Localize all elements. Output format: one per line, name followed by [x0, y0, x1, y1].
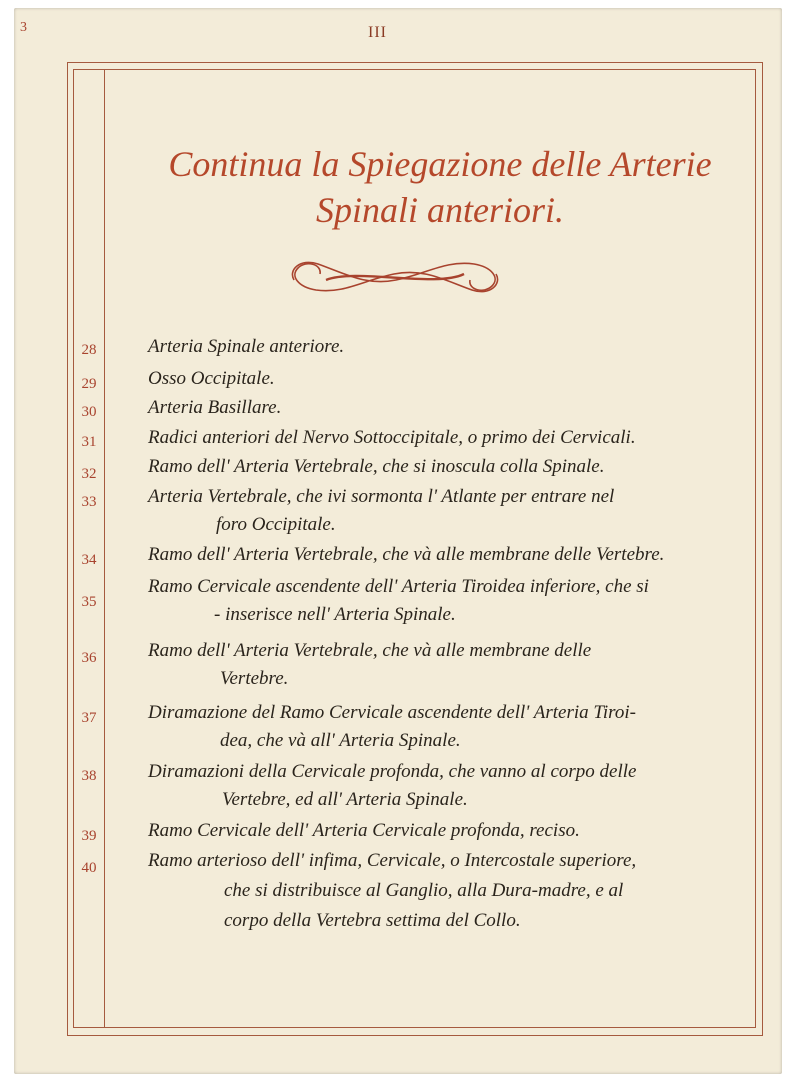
- entry-text: Diramazione del Ramo Cervicale ascendente dell' Arteria Tiroi-: [148, 702, 636, 723]
- entry-number: 36: [81, 650, 97, 666]
- entry-number: 30: [81, 404, 97, 420]
- entry-text-continuation: Vertebre, ed all' Arteria Spinale.: [222, 789, 468, 810]
- entry-text-continuation: corpo della Vertebra settima del Collo.: [224, 910, 521, 931]
- entry-number: 38: [81, 768, 97, 784]
- entry-text: Ramo dell' Arteria Vertebrale, che và alle membrane delle: [148, 640, 592, 661]
- entry-number: 29: [81, 376, 97, 392]
- entry-text: Ramo dell' Arteria Vertebrale, che và alle membrane delle Vertebre.: [148, 544, 665, 565]
- entry-text: Ramo Cervicale ascendente dell' Arteria Tiroidea inferiore, che si: [148, 576, 649, 597]
- entry-text: Arteria Spinale anteriore.: [148, 336, 345, 357]
- entry-text-continuation: - inserisce nell' Arteria Spinale.: [214, 604, 456, 625]
- entry-text: Arteria Vertebrale, che ivi sormonta l' Atlante per entrare nel: [148, 486, 615, 507]
- entry-number: 34: [81, 552, 97, 568]
- entry-text: Radici anteriori del Nervo Sottoccipitale, o primo dei Cervicali.: [148, 427, 636, 448]
- flourish-ornament: [286, 250, 504, 304]
- entry-text: Ramo Cervicale dell' Arteria Cervicale profonda, reciso.: [148, 820, 580, 841]
- entry-number: 33: [81, 494, 97, 510]
- entry-text: Ramo arterioso dell' infima, Cervicale, o Intercostale superiore,: [148, 850, 637, 871]
- entry-number: 39: [81, 828, 97, 844]
- entry-text: Arteria Basillare.: [148, 397, 282, 418]
- entry-number: 32: [81, 466, 97, 482]
- folio-number: III: [368, 24, 387, 41]
- entry-number: 35: [81, 594, 97, 610]
- entry-number: 31: [81, 434, 97, 450]
- entry-text-continuation: dea, che và all' Arteria Spinale.: [220, 730, 461, 751]
- entry-number: 40: [81, 860, 97, 876]
- title-line-2: Spinali anteriori.: [315, 190, 564, 230]
- entry-text-continuation: che si distribuisce al Ganglio, alla Dura-madre, e al: [224, 880, 624, 901]
- page-number: 3: [20, 20, 27, 35]
- entry-text-continuation: Vertebre.: [220, 668, 289, 689]
- entry-text: Ramo dell' Arteria Vertebrale, che si inoscula colla Spinale.: [148, 456, 605, 477]
- entry-text: Osso Occipitale.: [148, 368, 275, 389]
- title-line-1: Continua la Spiegazione delle Arterie: [168, 144, 712, 184]
- entry-text-continuation: foro Occipitale.: [216, 514, 336, 535]
- entry-number: 28: [81, 342, 97, 358]
- entry-number: 37: [81, 710, 97, 726]
- entry-text: Diramazioni della Cervicale profonda, che vanno al corpo delle: [148, 761, 637, 782]
- margin-rule: [104, 69, 105, 1028]
